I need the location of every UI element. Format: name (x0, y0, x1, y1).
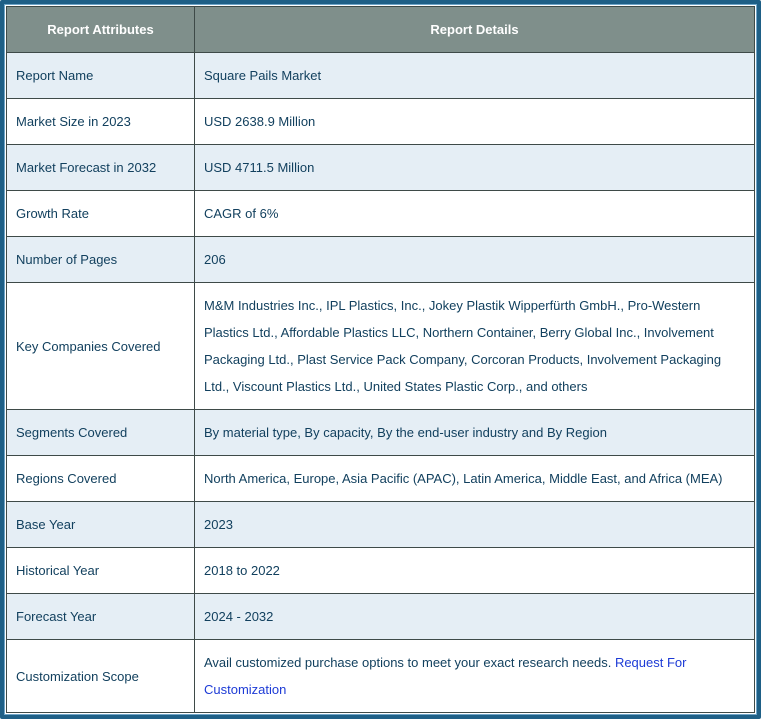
row-label: Customization Scope (7, 640, 195, 713)
row-label: Market Size in 2023 (7, 99, 195, 145)
row-value: Square Pails Market (195, 53, 755, 99)
row-label: Regions Covered (7, 456, 195, 502)
header-report-details: Report Details (195, 7, 755, 53)
row-value: CAGR of 6% (195, 191, 755, 237)
row-label: Growth Rate (7, 191, 195, 237)
row-label: Market Forecast in 2032 (7, 145, 195, 191)
customization-value-cell (195, 640, 755, 713)
table-row (7, 640, 755, 713)
row-value: M&M Industries Inc., IPL Plastics, Inc., Jokey Plastik Wipperfürth GmbH., Pro-Western Plastics Ltd., Affordable Plastics LLC, Northern Container, Berry Global Inc., Involvement Packaging Ltd., Plast Service Pack Company, Corcoran Products, Involvement Packaging Ltd., Viscount Plastics Ltd., United States Plastic Corp., and others (195, 283, 755, 410)
row-value: 2023 (195, 502, 755, 548)
table-row (7, 502, 755, 548)
row-label: Forecast Year (7, 594, 195, 640)
row-value: Avail customized purchase options to meet your exact research needs. (204, 655, 612, 670)
report-attributes-table (6, 6, 755, 713)
row-label: Segments Covered (7, 410, 195, 456)
row-value: 2018 to 2022 (195, 548, 755, 594)
row-label: Report Name (7, 53, 195, 99)
table-row (7, 410, 755, 456)
table-row (7, 237, 755, 283)
table-row (7, 456, 755, 502)
row-label: Historical Year (7, 548, 195, 594)
row-value: North America, Europe, Asia Pacific (APAC), Latin America, Middle East, and Africa (MEA) (195, 456, 755, 502)
table-row (7, 283, 755, 410)
table-row (7, 594, 755, 640)
table-row (7, 53, 755, 99)
row-value: 206 (195, 237, 755, 283)
table-header-row (7, 7, 755, 53)
row-label: Number of Pages (7, 237, 195, 283)
row-label: Key Companies Covered (7, 283, 195, 410)
table-row (7, 99, 755, 145)
table-row (7, 548, 755, 594)
request-customization-link[interactable]: Request For Customization (204, 655, 687, 697)
row-value: USD 4711.5 Million (195, 145, 755, 191)
table-row (7, 145, 755, 191)
row-label: Base Year (7, 502, 195, 548)
header-report-attributes: Report Attributes (7, 7, 195, 53)
row-value: 2024 - 2032 (195, 594, 755, 640)
table-row (7, 191, 755, 237)
row-value: By material type, By capacity, By the end-user industry and By Region (195, 410, 755, 456)
row-value: USD 2638.9 Million (195, 99, 755, 145)
